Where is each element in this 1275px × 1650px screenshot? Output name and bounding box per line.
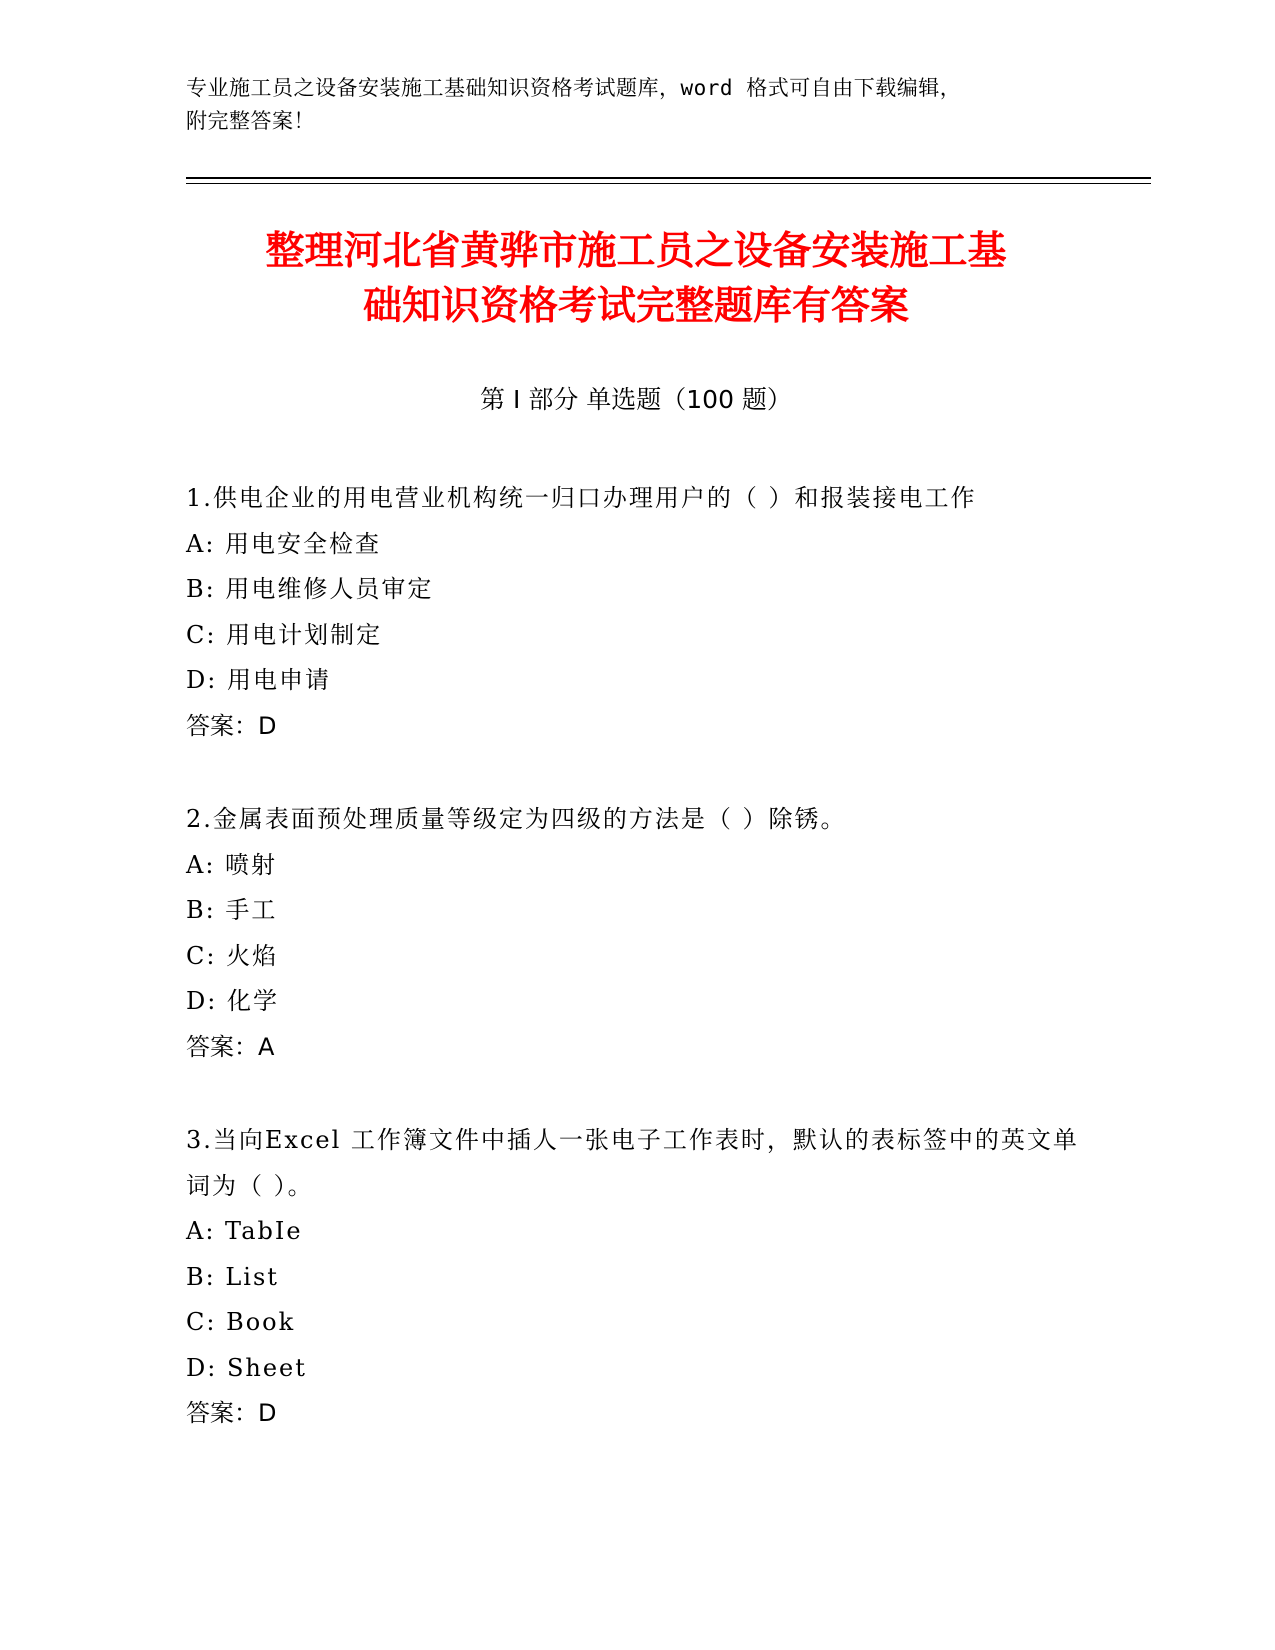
question-2-text: 2.金属表面预处理质量等级定为四级的方法是（ ）除锈。 xyxy=(186,805,847,833)
header-note-line-2: 附完整答案！ xyxy=(186,109,315,133)
question-3 xyxy=(186,1118,1086,1437)
header-divider-thin xyxy=(186,183,1151,184)
question-3-option-a: A: TabIe xyxy=(186,1217,303,1245)
question-3-option-b: B: List xyxy=(186,1262,279,1291)
question-2-option-d: D: 化学 xyxy=(186,987,279,1015)
question-2-option-a: A: 喷射 xyxy=(186,850,278,879)
document-title-line-1: 整理河北省黄骅市施工员之设备安装施工基 xyxy=(265,229,1007,274)
question-1-answer: 答案：D xyxy=(186,711,277,740)
question-1-option-d: D: 用电申请 xyxy=(186,666,331,694)
header-note xyxy=(186,72,1086,138)
header-divider-thick xyxy=(186,177,1151,179)
section-heading: 第 I 部分 单选题（100 题） xyxy=(480,385,792,414)
document-title-line-2: 础知识资格考试完整题库有答案 xyxy=(362,284,909,329)
question-2-option-b: B: 手工 xyxy=(186,896,278,924)
question-3-option-c: C: Book xyxy=(186,1308,296,1336)
question-3-answer: 答案：D xyxy=(186,1399,277,1427)
document-title xyxy=(186,224,1086,334)
question-2 xyxy=(186,797,1086,1070)
question-3-text: 3.当向Excel 工作簿文件中插人一张电子工作表时，默认的表标签中的英文单词为（ ）。 xyxy=(186,1126,1079,1200)
header-note-line-1: 专业施工员之设备安装施工基础知识资格考试题库，word 格式可自由下载编辑， xyxy=(186,76,962,100)
question-list xyxy=(186,476,1086,1485)
question-1-option-b: B: 用电维修人员审定 xyxy=(186,575,434,603)
question-2-answer: 答案：A xyxy=(186,1032,275,1061)
question-3-option-d: D: Sheet xyxy=(186,1353,307,1382)
question-2-option-c: C: 火焰 xyxy=(186,941,279,970)
question-1-text: 1.供电企业的用电营业机构统一归口办理用户的（ ）和报装接电工作 xyxy=(186,484,977,512)
question-1 xyxy=(186,476,1086,749)
question-1-option-c: C: 用电计划制定 xyxy=(186,620,383,649)
question-1-option-a: A: 用电安全检查 xyxy=(186,529,382,558)
